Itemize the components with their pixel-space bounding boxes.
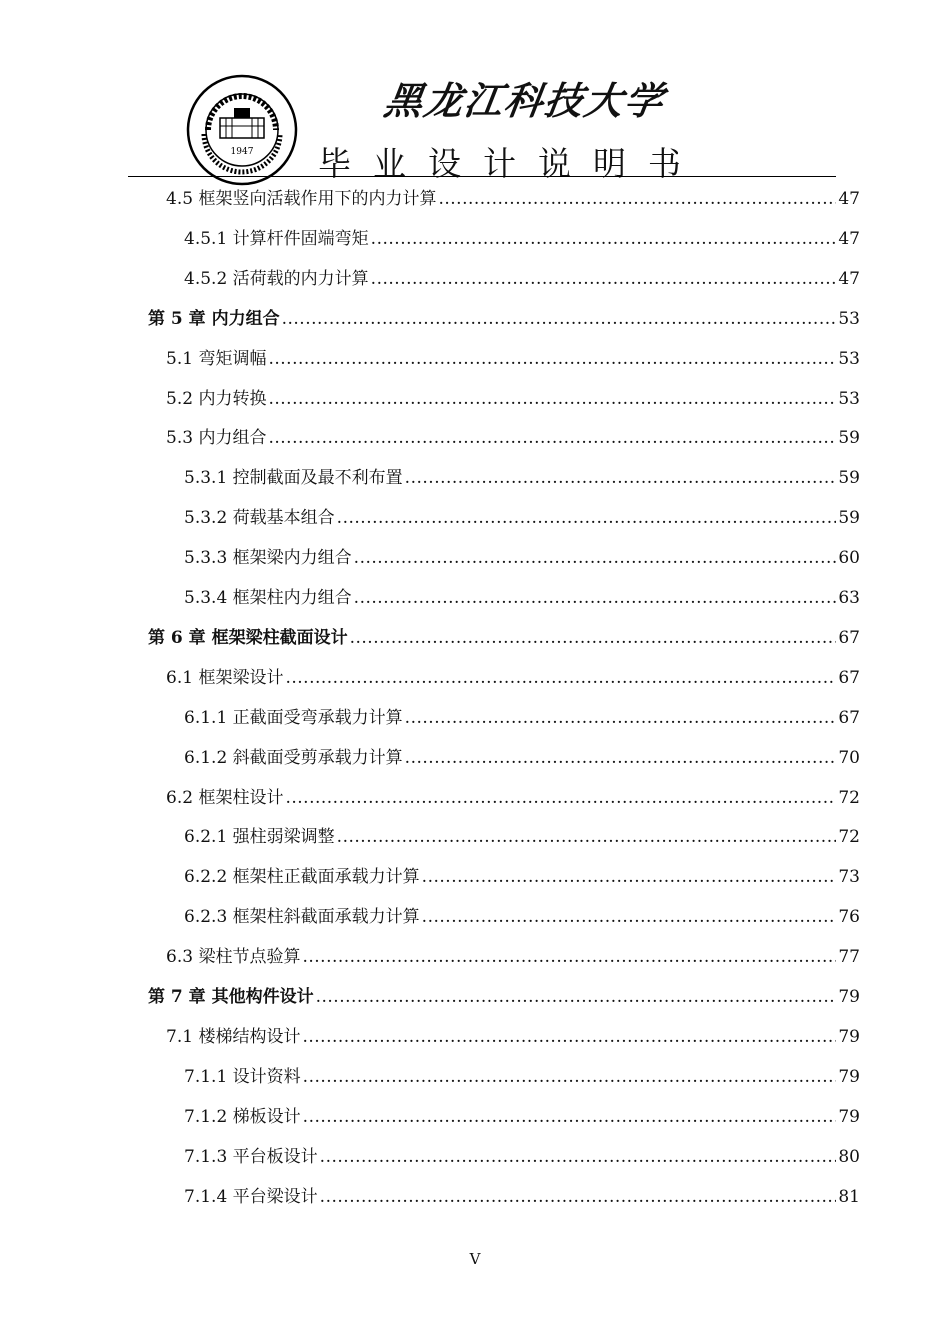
toc-entry-page: 60	[838, 548, 860, 569]
toc-leader-dots	[303, 1066, 837, 1088]
toc-entry-label: 4.5.2 活荷载的内力计算	[184, 268, 369, 289]
toc-entry[interactable]	[148, 304, 860, 330]
toc-entry-page: 59	[838, 468, 860, 489]
toc-entry[interactable]	[184, 583, 860, 609]
toc-entry-page: 67	[838, 707, 860, 728]
toc-leader-dots	[285, 667, 836, 689]
toc-leader-dots	[320, 1186, 837, 1208]
toc-entry[interactable]	[184, 1182, 860, 1208]
page-header	[0, 0, 950, 183]
toc-entry-page: 79	[838, 1106, 860, 1127]
toc-entry-page: 79	[838, 1066, 860, 1087]
toc-entry[interactable]	[166, 384, 860, 410]
toc-entry-page: 77	[838, 947, 860, 968]
toc-entry-label: 6.2 框架柱设计	[166, 787, 284, 808]
university-name: 黑龙江科技大学	[381, 78, 668, 123]
toc-entry-label: 5.1 弯矩调幅	[166, 348, 267, 369]
toc-entry-page: 79	[838, 1026, 860, 1047]
toc-entry-page: 72	[838, 787, 860, 808]
toc-entry-page: 80	[838, 1146, 860, 1167]
toc-entry-label: 第 7 章 其他构件设计	[148, 987, 314, 1007]
toc-leader-dots	[337, 507, 837, 529]
svg-text:1947: 1947	[230, 147, 254, 157]
toc-entry[interactable]	[166, 663, 860, 689]
toc-leader-dots	[422, 866, 837, 888]
toc-entry[interactable]	[184, 1062, 860, 1088]
toc-entry-page: 53	[838, 348, 860, 369]
toc-entry-page: 47	[838, 189, 860, 209]
toc-leader-dots	[371, 228, 837, 250]
toc-entry-label: 7.1.4 平台梁设计	[184, 1186, 318, 1207]
toc-entry[interactable]	[166, 184, 860, 210]
toc-entry[interactable]	[184, 1102, 860, 1128]
toc-leader-dots	[302, 946, 836, 968]
toc-entry-page: 70	[838, 747, 860, 768]
toc-entry-label: 5.3.1 控制截面及最不利布置	[184, 468, 403, 489]
toc-entry[interactable]	[184, 902, 860, 928]
toc-leader-dots	[405, 747, 837, 769]
toc-entry-label: 5.3 内力组合	[166, 428, 267, 449]
toc-leader-dots	[302, 1026, 836, 1048]
toc-entry-page: 67	[838, 667, 860, 688]
toc-leader-dots	[354, 587, 837, 609]
toc-entry-page: 47	[838, 268, 860, 289]
toc-entry-label: 6.2.1 强柱弱梁调整	[184, 827, 335, 848]
header-divider	[128, 176, 836, 177]
toc-leader-dots	[350, 627, 837, 649]
toc-entry-page: 59	[838, 508, 860, 529]
toc-entry[interactable]	[148, 982, 860, 1008]
toc-entry-page: 72	[838, 827, 860, 848]
toc-entry-page: 79	[838, 987, 860, 1007]
toc-entry-label: 5.2 内力转换	[166, 388, 267, 409]
toc-entry[interactable]	[184, 1142, 860, 1168]
toc-leader-dots	[282, 308, 837, 330]
page-number: V	[469, 1250, 481, 1268]
toc-entry-page: 53	[838, 388, 860, 409]
toc-leader-dots	[316, 986, 837, 1008]
toc-leader-dots	[422, 906, 837, 928]
toc-entry[interactable]	[184, 822, 860, 848]
toc-entry-page: 81	[838, 1186, 860, 1207]
toc-leader-dots	[268, 348, 836, 370]
toc-leader-dots	[354, 547, 837, 569]
toc-entry-page: 73	[838, 867, 860, 888]
toc-entry-label: 6.1.1 正截面受弯承载力计算	[184, 707, 403, 728]
toc-entry-label: 5.3.3 框架梁内力组合	[184, 548, 352, 569]
toc-entry[interactable]	[184, 224, 860, 250]
toc-entry[interactable]	[184, 862, 860, 888]
toc-leader-dots	[320, 1146, 837, 1168]
toc-entry[interactable]	[166, 423, 860, 449]
toc-leader-dots	[268, 427, 836, 449]
toc-leader-dots	[438, 188, 836, 210]
toc-entry[interactable]	[184, 743, 860, 769]
toc-entry[interactable]	[184, 264, 860, 290]
toc-entry[interactable]	[148, 623, 860, 649]
toc-entry-label: 7.1.3 平台板设计	[184, 1146, 318, 1167]
toc-entry[interactable]	[184, 463, 860, 489]
toc-entry-label: 7.1 楼梯结构设计	[166, 1026, 301, 1047]
toc-entry-label: 5.3.2 荷载基本组合	[184, 508, 335, 529]
toc-entry-label: 6.2.2 框架柱正截面承载力计算	[184, 867, 420, 888]
university-seal-icon	[186, 74, 298, 186]
toc-leader-dots	[303, 1106, 837, 1128]
toc-entry-label: 6.3 梁柱节点验算	[166, 947, 301, 968]
toc-entry[interactable]	[184, 703, 860, 729]
toc-entry-label: 第 5 章 内力组合	[148, 308, 280, 329]
toc-leader-dots	[405, 467, 837, 489]
toc-entry-label: 6.1.2 斜截面受剪承载力计算	[184, 747, 403, 768]
toc-entry-page: 67	[838, 627, 860, 648]
toc-entry-label: 7.1.2 梯板设计	[184, 1106, 301, 1127]
toc-entry[interactable]	[166, 1022, 860, 1048]
toc-entry-label: 7.1.1 设计资料	[184, 1066, 301, 1087]
toc-entry-label: 4.5.1 计算杆件固端弯矩	[184, 228, 369, 249]
toc-entry-label: 5.3.4 框架柱内力组合	[184, 588, 352, 608]
toc-entry[interactable]	[166, 783, 860, 809]
toc-entry-label: 第 6 章 框架梁柱截面设计	[148, 627, 348, 648]
toc-entry-label: 4.5 框架竖向活载作用下的内力计算	[166, 189, 437, 209]
toc-entry-page: 63	[838, 588, 860, 608]
toc-entry[interactable]	[184, 503, 860, 529]
toc-entry[interactable]	[166, 942, 860, 968]
toc-entry-label: 6.1 框架梁设计	[166, 667, 284, 688]
toc-entry[interactable]	[166, 344, 860, 370]
toc-entry-page: 47	[838, 228, 860, 249]
toc-entry-page: 53	[838, 308, 860, 329]
toc-leader-dots	[337, 826, 837, 848]
document-title: 毕业设计说明书	[318, 144, 703, 183]
toc-leader-dots	[405, 707, 837, 729]
toc-entry-page: 59	[838, 428, 860, 449]
toc-entry-label: 6.2.3 框架柱斜截面承载力计算	[184, 907, 420, 928]
toc-leader-dots	[285, 787, 836, 809]
toc-entry[interactable]	[184, 543, 860, 569]
toc-entry-page: 76	[838, 907, 860, 928]
toc-leader-dots	[268, 388, 836, 410]
toc-leader-dots	[371, 268, 837, 290]
